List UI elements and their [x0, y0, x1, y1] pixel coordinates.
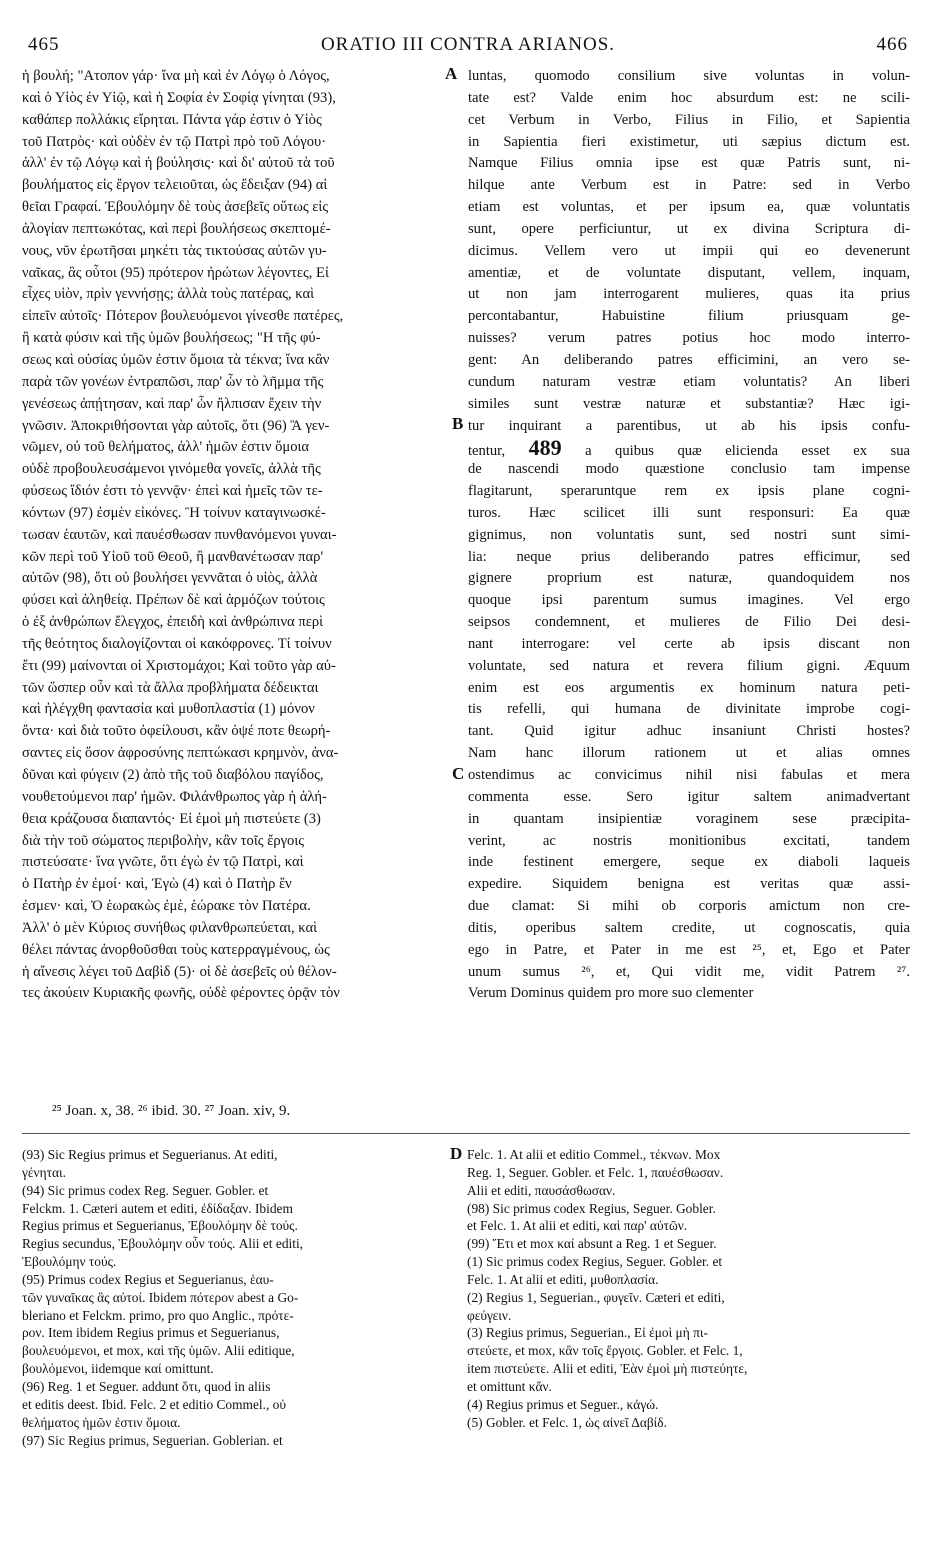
footnote-line: βουλόμενοι, iidemque καί omittunt.	[22, 1361, 214, 1377]
footnotes-left-column	[22, 1146, 447, 1449]
greek-text-line: τῶν ὥσπερ οὖν καὶ τὰ ἄλλα προβλήματα δέδεικται	[22, 679, 319, 696]
footnote-line: θελήματος ἡμῶν ἐστιν ὅμοια.	[22, 1414, 181, 1430]
footnote-line: Reg. 1, Seguer. Gobler. et Felc. 1, παυέσθωσαν.	[467, 1164, 724, 1180]
footnote-line: et omittunt κἄν.	[467, 1378, 552, 1394]
greek-text-line: οὐδὲ προβουλευσάμενοι γινόμεθα γονεῖς, ἀλλὰ τῆς	[22, 461, 321, 478]
latin-text-line: tate est? Valde enim hoc absurdum est: ne scili-	[468, 89, 910, 106]
latin-text-line: seipsos condemnent, et mulieres de Filio Dei desi-	[468, 614, 910, 631]
latin-text-line: cundum naturam vestræ etiam voluntatis? An liberi	[468, 373, 910, 390]
greek-text-line: ὄντα· καὶ διὰ τοῦτο ὀφείλουσι, κἂν ὀψέ ποτε θεωρή-	[22, 723, 331, 740]
footnote-line: Alii et editi, παυσάσθωσαν.	[467, 1182, 616, 1198]
latin-text-line: enim est eos argumentis ex hominum natura peti-	[468, 679, 910, 696]
latin-text-line: Nam hanc illorum rationem ut et alias omnes	[468, 745, 910, 762]
footnote-line: et editis deest. Ibid. Felc. 2 et editio Commel., οὐ	[22, 1396, 286, 1412]
latin-text-line: gent: An deliberando patres efficimini, an vero se-	[468, 351, 910, 368]
latin-text-line: gignimus, non voluntatis sunt, sed nostri sunt simi-	[468, 526, 910, 543]
greek-text-line: θέλει πάντας ἀνορθοῦσθαι τοὺς κατερραγμένους, ὡς	[22, 941, 330, 958]
latin-text-line: luntas, quomodo consilium sive voluntas in volun-	[468, 68, 910, 84]
footnote-line: (95) Primus codex Regius et Seguerianus, ἑαυ-	[22, 1271, 274, 1287]
greek-text-line: πιστεύσατε· ἵνα γνῶτε, ὅτι ἐγὼ ἐν τῷ Πατρὶ, καὶ	[22, 854, 304, 871]
greek-text-line: φύσεως ἴδιόν ἐστι τὸ γεννᾷν· ἐπεὶ καὶ ἡμεῖς τῶν τε-	[22, 483, 323, 500]
greek-text-line: τῆς θεότητος διαλογίζονται οἱ κακόφρονες. Τί τοίνυν	[22, 635, 332, 652]
greek-text-line: εἶχες υἱὸν, πρὶν γεννήσῃς; ἀλλὰ τοὺς πατέρας, καὶ	[22, 286, 315, 303]
footnote-line: et Felc. 1. At alii et editi, καὶ παρ' αὐτῶν.	[467, 1218, 688, 1234]
margin-letter-a: A	[445, 64, 458, 83]
footnote-line: ρον. Item ibidem Regius primus et Seguerianus,	[22, 1325, 280, 1341]
greek-text-line: Ἀλλ' ὁ μὲν Κύριος συνήθως φιλανθρωπεύεται, καὶ	[22, 919, 318, 936]
latin-text-line: inde festinent emergere, seque ex diaboli laqueis	[468, 854, 910, 871]
footnote-line: (98) Sic primus codex Regius, Seguer. Gobler.	[467, 1200, 716, 1216]
latin-text-line: in Sapientia fieri existimetur, uti sæpius dictum est.	[468, 133, 910, 150]
greek-text-line: νουθετούμενοι παρ' ἡμῶν. Φιλάνθρωπος γὰρ ἡ ἀλή-	[22, 788, 327, 805]
footnote-line: στεύετε, et mox, κἂν τοῖς ἔργοις. Gobler. et Felc. 1,	[467, 1343, 743, 1359]
latin-text-line: quoque ipsi parentum sumus imagines. Vel ergo	[468, 592, 910, 609]
footnote-line: τῶν γυναῖκας ἃς αὐτοί. Ibidem πότερον abest a Go-	[22, 1289, 299, 1305]
latin-text-line: nuisses? verum patres potius hoc modo interro-	[468, 330, 910, 347]
latin-text-line: ut non jam interrogarent mulieres, quas ita prius	[468, 286, 910, 303]
latin-text-line: sunt, opere perficiuntur, ut ex divina Scriptura di-	[468, 220, 910, 237]
footnote-line: bleriano et Felckm. primo, pro quo Anglic., πρότε-	[22, 1307, 294, 1323]
margin-letter-d: D	[450, 1144, 463, 1163]
greek-text-line: θεῖαι Γραφαί. Ἐβουλόμην δὲ τοὺς ἀσεβεῖς οὕτως εἰς	[22, 199, 329, 216]
latin-text-line: tant. Quid igitur adhuc insaniunt Christi hostes?	[468, 723, 910, 740]
greek-text-line: ἡ αἴνεσις λέγει τοῦ Δαβὶδ (5)· οἱ δὲ ἀσεβεῖς οὐ θέλον-	[22, 963, 337, 980]
footnote-line: Felc. 1. At alii et editi, μυθοπλασία.	[467, 1271, 659, 1287]
footnote-line: (99) Ἔτι et mox καί absunt a Reg. 1 et Seguer.	[467, 1236, 717, 1252]
page-number-left: 465	[28, 34, 60, 55]
footnote-line: (97) Sic Regius primus, Seguerian. Goblerian. et	[22, 1432, 283, 1448]
latin-text-line: etiam est voluntas, et per ipsum ea, quæ voluntatis	[468, 199, 910, 216]
greek-text-line: ὁ ἐξ ἀνθρώπων ἔλεγχος, ἐπειδὴ καὶ ἀνθρώπινα περὶ	[22, 614, 324, 631]
greek-text-line: ἡ βουλή; "Ατοπον γάρ· ἵνα μὴ καὶ ἐν Λόγῳ ὁ Λόγος,	[22, 68, 330, 84]
latin-text-line: voluntate, sed natura et revera filium gigni. Æquum	[468, 657, 910, 674]
scripture-references: ²⁵ Joan. x, 38. ²⁶ ibid. 30. ²⁷ Joan. xiv, 9.	[52, 1103, 291, 1119]
latin-text-line: unum sumus ²⁶, et, Qui vidit me, vidit Patrem ²⁷.	[468, 963, 910, 980]
greek-text-line: παρὰ τῶν γονέων ἐντραπῶσι, παρ' ὧν τὸ λῆμμα τῆς	[22, 373, 324, 390]
latin-text-line: Namque Filius omnia ipse est quæ Patris sunt, ni-	[468, 155, 910, 172]
footnote-line: γένηται.	[22, 1164, 66, 1180]
greek-text-line: δῦναι καὶ φύγειν (2) ἀπὸ τῆς τοῦ διαβόλου παγίδος,	[22, 767, 324, 783]
latin-text-line: de nascendi modo quæstione conclusio tam impense	[468, 461, 910, 478]
greek-text-line: νῶμεν, οὐ τοῦ θελήματος, ἀλλ' ἡμῶν ἐστιν ὅμοια	[22, 439, 310, 456]
footnote-line: Regius secundus, Ἐβουλόμην οὖν τούς. Alii et editi,	[22, 1236, 304, 1252]
footnote-line: Ἐβουλόμην τούς.	[22, 1254, 117, 1270]
latin-text-line: verint, ac nostris monitionibus excitati, tandem	[468, 832, 910, 849]
greek-text-column	[22, 66, 452, 1005]
footnote-line: (5) Gobler. et Felc. 1, ὡς αἰνεῖ Δαβίδ.	[467, 1414, 667, 1430]
greek-text-line: κῶν περὶ τοῦ Υἱοῦ τοῦ Θεοῦ, ἢ μανθανέτωσαν παρ'	[22, 548, 324, 565]
greek-text-line: εἰπεῖν αὐτοῖς· Πότερον βουλευόμενοι γίνεσθε πατέρες,	[22, 308, 344, 325]
latin-text-line: expedire. Siquidem benigna est veritas quæ assi-	[468, 876, 910, 893]
greek-text-line: σαντες εἰς ὅσον ἀφροσύνης πεπτώκασι κρημνὸν, ἀνα-	[22, 745, 339, 762]
footnote-line: φεύγειν.	[467, 1307, 512, 1323]
greek-text-line: καὶ ἠλέγχθη φαντασία καὶ μυθοπλαστία (1) μόνον	[22, 701, 315, 718]
greek-text-line: ὁ Πατὴρ ἐν ἐμοί· καὶ, Ἐγὼ (4) καὶ ὁ Πατὴρ ἕν	[22, 876, 292, 893]
latin-text-line: similes sunt vestræ naturæ et substantiæ? Hæc igi-	[468, 395, 910, 412]
footnote-line: (96) Reg. 1 et Seguer. addunt ὅτι, quod in aliis	[22, 1378, 271, 1394]
latin-text-line: dicimus. Vellem vero ut impii qui eo devenerunt	[468, 242, 910, 259]
footnote-line: Felc. 1. At alii et editio Commel., τέκνων. Mox	[467, 1147, 721, 1162]
latin-line-column-number: tentur, 489 a quibus quæ elicienda esset ex sua	[468, 435, 910, 461]
greek-text-line: ἐσμεν· καὶ, Ὁ ἑωρακὼς ἐμὲ, ἑώρακε τὸν Πατέρα.	[22, 898, 311, 915]
greek-text-line: ἀλλ' ἐν τῷ Λόγῳ καὶ ἡ βούλησις· καὶ δι' αὐτοῦ τὰ τοῦ	[22, 155, 335, 172]
greek-text-line: τοῦ Πατρὸς· καὶ οὐδὲν ἐν τῷ Πατρὶ πρὸ τοῦ Λόγου·	[22, 133, 327, 150]
latin-text-line: cet Verbum in Verbo, Filius in Filio, et Sapientia	[468, 111, 910, 128]
latin-text-line: Verum Dominus quidem pro more suo clementer	[468, 985, 754, 1002]
column-number: 489	[528, 435, 562, 461]
footnote-line: item πιστεύετε. Alii et editi, Ἐὰν ἐμοὶ μὴ πιστεύητε,	[467, 1361, 748, 1377]
greek-text-line: σεως καὶ οὐσίας ὑμῶν ἐστιν ὅμοια τὰ τέκνα; ἵνα κἂν	[22, 351, 330, 368]
latin-text-line: nant interrogare: vel certe ab ipsis discant non	[468, 635, 910, 652]
greek-text-line: βουλήματος εἰς ἔργον τελειοῦται, ὡς ἔδειξαν (94) αἱ	[22, 177, 328, 194]
footnote-line: βουλευόμενοι, et mox, καὶ τῆς ὑμῶν. Alii editique,	[22, 1343, 295, 1359]
latin-text-line: percontabantur, Habuistine filium priusquam ge-	[468, 308, 910, 325]
latin-text-line: commenta esse. Sero igitur saltem animadvertant	[468, 788, 910, 805]
greek-text-line: γενέσεως ἀπῄτησαν, καὶ παρ' ὧν ἤλπισαν ἔχειν τὴν	[22, 395, 322, 412]
margin-letter-c: C	[452, 764, 465, 783]
greek-text-line: φύσει καὶ ἀληθείᾳ. Πρέπων δὲ καὶ ἁρμόζων τούτοις	[22, 592, 325, 609]
latin-text-line: in quantam insipientiæ voraginem sese præcipita-	[468, 810, 910, 827]
footnote-line: (4) Regius primus et Seguer., κἀγώ.	[467, 1396, 659, 1412]
greek-text-line: ἔτι (99) μαίνονται οἱ Χριστομάχοι; Καὶ τοῦτο γὰρ αὐ-	[22, 657, 336, 674]
latin-text-line: tur inquirant a parentibus, ut ab his ipsis confu-	[468, 417, 910, 434]
greek-text-line: ἢ κατὰ φύσιν καὶ τῆς ὑμῶν βουλήσεως; "Η τῆς φύ-	[22, 330, 321, 347]
greek-text-line: τες ἀκούειν Κυριακῆς φωνῆς, οὐδὲ φέροντες ὁρᾷν τὸν	[22, 985, 340, 1002]
latin-text-line: turos. Hæc scilicet illi sunt responsuri: Ea quæ	[468, 504, 910, 521]
footnote-line: Felckm. 1. Cæteri autem et editi, ἐδίδαξαν. Ibidem	[22, 1200, 293, 1216]
margin-letter-b: B	[452, 414, 464, 433]
footnote-line: Regius primus et Seguerianus, Ἐβουλόμην δὲ τούς.	[22, 1218, 298, 1234]
latin-text-line: flagitarunt, speraruntque rem ex ipsis plane cogni-	[468, 483, 910, 500]
greek-text-line: καὶ ὁ Υἱὸς ἐν Υἱῷ, καὶ ἡ Σοφία ἐν Σοφίᾳ γίνηται (93),	[22, 89, 336, 106]
greek-text-line: ναῖκας, ἃς οὗτοι (95) πρότερον ἠρώτων λέγοντες, Εἰ	[22, 264, 329, 281]
page-header	[28, 34, 908, 60]
greek-text-line: γνῶσιν. Ἀποκριθήσονται γὰρ αὐτοῖς, ὅτι (96) Ἃ γεν-	[22, 417, 330, 434]
footnote-divider	[22, 1133, 910, 1134]
latin-text-line: gignere proprium est naturæ, quandoquidem nos	[468, 570, 910, 587]
latin-text-line: ostendimus ac convicimus nihil nisi fabulas et mera	[468, 767, 910, 783]
greek-text-line: θεια κράζουσα διαπαντός· Εἰ ἐμοὶ μὴ πιστεύετε (3)	[22, 810, 321, 827]
greek-text-line: νους, νῦν ἐρωτῆσαι μηκέτι τὰς τικτούσας αὐτῶν γυ-	[22, 242, 327, 259]
running-title: ORATIO III CONTRA ARIANOS.	[320, 34, 616, 55]
greek-text-line: καθάπερ πολλάκις εἴρηται. Πάντα γάρ ἐστιν ὁ Υἱὸς	[22, 111, 322, 128]
latin-text-line: lia: neque prius deliberando patres efficimur, sed	[468, 548, 910, 565]
latin-text-column	[468, 66, 910, 1005]
greek-text-line: διὰ τὴν τοῦ σώματος περιβολὴν, κἂν τοῖς ἔργοις	[22, 832, 305, 849]
footnote-line: (1) Sic primus codex Regius, Seguer. Gobler. et	[467, 1254, 723, 1270]
footnote-line: (2) Regius 1, Seguerian., φυγεῖν. Cæteri et editi,	[467, 1289, 725, 1305]
latin-text-line: tis refelli, qui humana de divinitate improbe cogi-	[468, 701, 910, 718]
greek-text-line: κόντων (97) ἐσμὲν εἰκόνες. Ἢ τοίνυν καταγινωσκέ-	[22, 504, 326, 521]
greek-text-line: ἀλογίαν πεπτωκότας, καὶ περὶ βουλήσεως σκεπτομέ-	[22, 220, 331, 237]
latin-text-line: due clamat: Si mihi ob corporis amictum non cre-	[468, 898, 910, 915]
latin-text-line: hilque ante Verbum est in Patre: sed in Verbo	[468, 177, 910, 194]
latin-text-line: ditis, operibus saltem credite, ut cognoscatis, quia	[468, 919, 910, 936]
footnotes-right-column	[467, 1146, 912, 1432]
latin-text-line: amentiæ, et de voluntate disputant, vellem, inquam,	[468, 264, 910, 281]
footnote-line: (93) Sic Regius primus et Seguerianus. At editi,	[22, 1147, 278, 1162]
greek-text-line: αὐτῶν (98), ὅτι οὐ βουλήσει γεννᾶται ὁ υἱὸς, ἀλλὰ	[22, 570, 318, 587]
latin-text-line: ego in Patre, et Pater in me est ²⁵, et, Ego et Pater	[468, 941, 910, 958]
greek-text-line: τωσαν ἑαυτῶν, καὶ παυέσθωσαν πυνθανόμενοι γυναι-	[22, 526, 337, 543]
page-number-right: 466	[876, 34, 908, 55]
footnote-line: (94) Sic primus codex Reg. Seguer. Gobler. et	[22, 1182, 269, 1198]
footnote-line: (3) Regius primus, Seguerian., Εἰ ἐμοὶ μὴ πι-	[467, 1325, 708, 1341]
